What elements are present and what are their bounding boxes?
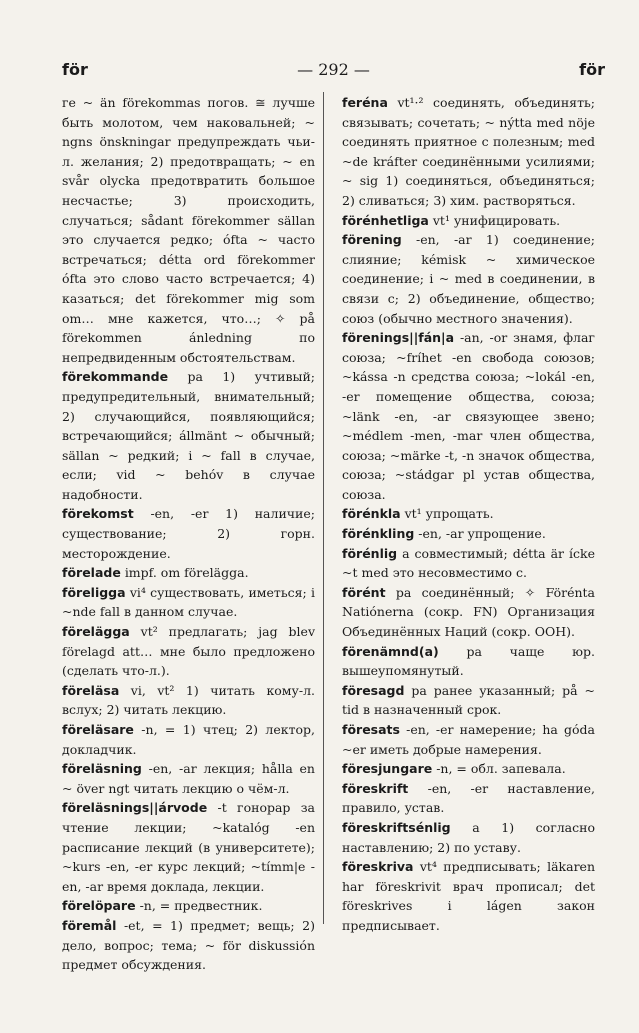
headword: föremål xyxy=(62,917,117,933)
headword: föreskriva xyxy=(342,859,414,875)
dictionary-entry xyxy=(62,367,315,504)
dictionary-entry xyxy=(62,93,315,367)
right-column xyxy=(342,93,595,936)
dictionary-entry xyxy=(342,681,595,720)
entry-definition: -t гонорар за чтение лекции; ~katalóg -en расписание лекций (в университете); ~kurs -en, -er курс лекций; ~tímm|e -en, -ar время доклада, лекции. xyxy=(62,800,315,894)
headword: förekomst xyxy=(62,506,134,522)
entry-definition: vt¹·² соединять, объединять; связывать; сочетать; ~ nýtta med nöje соединять приятное с полезным; med ~de kráfter соединёнными усилиями; ~ sig 1) соединяться, объединяться; 2) сливаться; 3) хим. растворяться. xyxy=(342,95,595,208)
header-right-guide-word: för xyxy=(579,60,605,79)
headword: förelade xyxy=(62,565,121,581)
entry-definition: ге ~ än förekommas погов. ≅ лучше быть молотом, чем наковальней; ~ ngns önskningar предупреждать чьи-л. желания; 2) предотвращать; ~ en svår olycka предотвратить большое несчастье; 3) происходить, случаться; sådant förekommer sällan это случается редко; ófta ~ часто встречаться; détta ord förekommer ófta это слово часто встречается; 4) казаться; det förekommer mig som om… мне кажется, что…; ✧ på förekommen ánledning по непредвиденным обстоятельствам. xyxy=(62,95,315,365)
dictionary-entry xyxy=(62,583,315,622)
headword: förening xyxy=(342,232,402,248)
dictionary-entry xyxy=(342,230,595,328)
dictionary-entry xyxy=(62,798,315,896)
dictionary-entry xyxy=(342,93,595,211)
headword: förénkling xyxy=(342,526,415,542)
dictionary-entry xyxy=(342,211,595,231)
entry-definition: impf. om förelägga. xyxy=(124,565,249,581)
headword: föreligga xyxy=(62,584,126,600)
page-number: — 292 — xyxy=(297,60,370,79)
headword: förénhetliga xyxy=(342,212,429,228)
entry-definition: -en, -ar упрощение. xyxy=(418,526,546,542)
column-divider xyxy=(323,92,324,924)
entry-definition: -en, -ar лекция; hålla en ~ över ngt читать лекцию о чём-л. xyxy=(62,761,315,796)
headword: förént xyxy=(342,584,386,600)
dictionary-entry xyxy=(342,779,595,818)
headword: förenämnd(a) xyxy=(342,643,439,659)
entry-definition: vt¹ унифицировать. xyxy=(432,212,561,228)
entry-definition: a совместимый; détta är ícke ~t med это несовместимо с. xyxy=(342,545,595,581)
entry-definition: -n, = 1) чтец; 2) лектор, докладчик. xyxy=(62,722,315,757)
entry-definition: -en, -er наставление, правило, устав. xyxy=(342,780,595,816)
dictionary-entry xyxy=(62,622,315,681)
headword: förénlig xyxy=(342,545,398,561)
headword: feréna xyxy=(342,95,388,110)
dictionary-entry xyxy=(342,328,595,504)
headword: föreläsnings||árvode xyxy=(62,800,208,816)
left-column xyxy=(62,93,315,975)
headword: föreläsare xyxy=(62,722,134,737)
dictionary-entry xyxy=(342,720,595,759)
headword: förekommande xyxy=(62,369,169,385)
headword: föresagd xyxy=(342,682,405,698)
entry-definition: vt⁴ предписывать; läkaren har föreskrivit врач прописал; det föreskrives i lágen закон предписывает. xyxy=(342,859,595,933)
entry-definition: vi, vt² 1) читать кому-л. вслух; 2) читать лекцию. xyxy=(62,682,315,718)
dictionary-entry xyxy=(62,759,315,798)
headword: föreskriftsénlig xyxy=(342,819,451,835)
headword: förelöpare xyxy=(62,898,136,914)
entry-definition: pa ранее указанный; på ~ tid в назначенный срок. xyxy=(342,682,595,718)
page-header xyxy=(62,60,605,82)
dictionary-entry xyxy=(62,681,315,720)
entry-definition: -en, -er 1) наличие; существование; 2) горн. месторождение. xyxy=(62,506,315,561)
headword: föreskrift xyxy=(342,780,409,796)
dictionary-entry xyxy=(342,583,595,642)
dictionary-entry xyxy=(62,916,315,975)
entry-definition: pa 1) учтивый; предупредительный, внимательный; 2) случающийся, появляющийся; встречающийся; állmänt ~ обычный; sällan ~ редкий; i ~ fall в случае, если; vid ~ behóv в случае надобности. xyxy=(62,369,315,502)
entry-definition: -an, -or знамя, флаг союза; ~fríhet -en свобода союзов; ~kássa -n средства союза; ~lokál -en, -er помещение общества, союза; ~länk -en, -ar связующее звено; ~médlem -men, -mar член общества, союза; ~märke -t, -n значок общества, союза; ~stádgar pl устав общества, союза. xyxy=(342,330,595,502)
entry-definition: vt² предлагать; jag blev förelagd att… мне было предложено (сделать что-л.). xyxy=(62,624,315,679)
headword: förelägga xyxy=(62,624,130,640)
dictionary-entry xyxy=(342,857,595,935)
entry-definition: -et, = 1) предмет; вещь; 2) дело, вопрос; тема; ~ för diskussión предмет обсуждения. xyxy=(62,917,315,973)
headword: föresats xyxy=(342,722,400,737)
dictionary-entry xyxy=(342,759,595,779)
headword: förénkla xyxy=(342,506,401,522)
headword: förenings||fán|a xyxy=(342,330,455,346)
dictionary-entry xyxy=(62,720,315,759)
header-left-guide-word: för xyxy=(62,60,88,79)
entry-definition: vi⁴ существовать, иметься; i ~nde fall в данном случае. xyxy=(62,584,315,620)
entry-definition: vt¹ упрощать. xyxy=(404,506,494,522)
dictionary-entry xyxy=(62,896,315,916)
dictionary-entry xyxy=(342,544,595,583)
dictionary-entry xyxy=(62,504,315,563)
dictionary-entry xyxy=(342,524,595,544)
dictionary-entry xyxy=(342,504,595,524)
entry-definition: pa соединённый; ✧ Förénta Natiónerna (сокр. FN) Организация Объединённых Наций (сокр. ООН). xyxy=(342,584,595,640)
dictionary-entry xyxy=(342,642,595,681)
headword: föreläsa xyxy=(62,682,120,698)
entry-definition: -n, = обл. запевала. xyxy=(436,761,566,777)
dictionary-entry xyxy=(342,818,595,857)
entry-definition: pa чаще юр. вышеупомянутый. xyxy=(342,643,595,679)
dictionary-entry xyxy=(62,563,315,583)
entry-definition: -en, -er намерение; ha góda ~er иметь добрые намерения. xyxy=(342,722,595,757)
entry-definition: a 1) согласно наставлению; 2) по уставу. xyxy=(342,819,595,855)
entry-definition: -en, -ar 1) соединение; слияние; kémisk ~ химическое соединение; i ~ med в соединении, в связи с; 2) объединение, общество; союз (обычно местного значения). xyxy=(342,232,595,326)
headword: föreläsning xyxy=(62,761,142,777)
headword: föresjungare xyxy=(342,761,433,777)
entry-definition: -n, = предвестник. xyxy=(139,898,263,914)
